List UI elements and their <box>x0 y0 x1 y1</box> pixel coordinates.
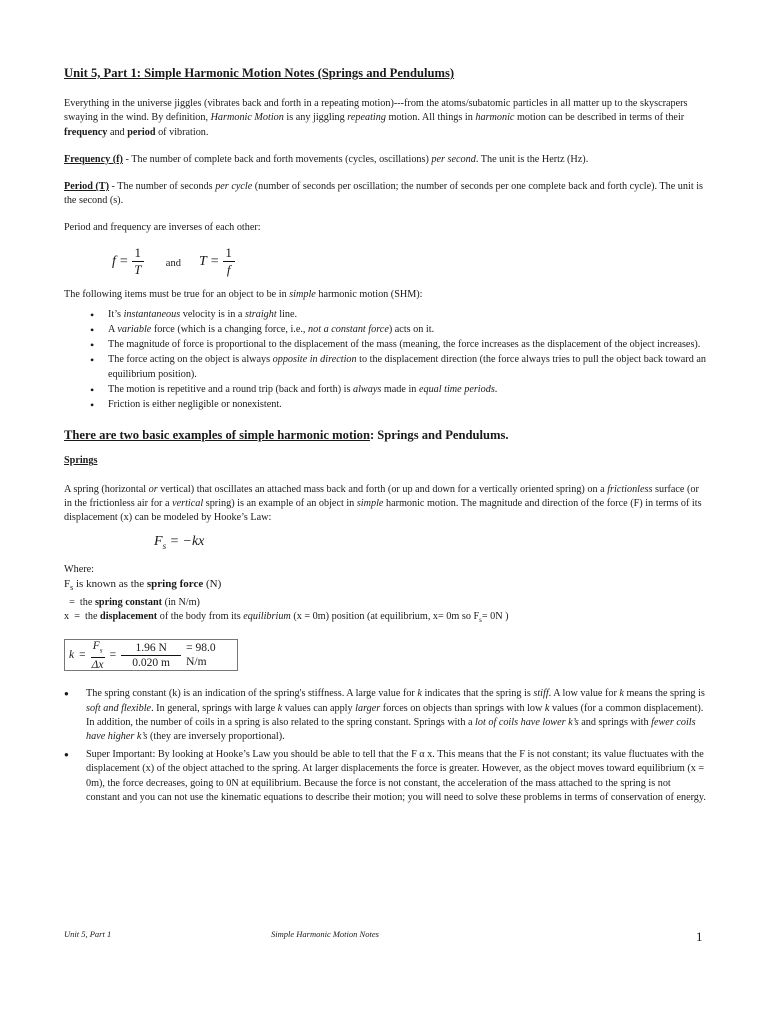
formula-rhs: = −kx <box>166 534 205 550</box>
footer-title: Simple Harmonic Motion Notes <box>271 929 379 939</box>
footer-unit: Unit 5, Part 1 <box>64 929 112 939</box>
inverse-statement: Period and frequency are inverses of each other: <box>64 222 261 234</box>
intro-paragraph <box>64 97 706 140</box>
fraction <box>91 640 105 671</box>
spring-force-definition: $F_s$ is known as the spring force (N) <box>64 578 222 593</box>
numerator: 1.96 N <box>135 641 167 654</box>
formula-equals: = <box>79 649 86 662</box>
numerator: 1 <box>134 245 142 261</box>
definition-text: . The unit is the Hertz (Hz). <box>475 153 589 165</box>
definition-text: - The number of seconds <box>108 181 216 193</box>
displacement-definition: x = the displacement of the body from its equilibrium (x = 0m) position (at equilibrium, x= 0m so $F_s= 0N$ ) <box>64 611 509 625</box>
section-heading-underlined: There are two basic examples of simple harmonic motion <box>64 428 370 443</box>
list-item: ● The spring constant (k) is an indication of the spring's stiffness. A large value for k indicates that the spring is stiff. A low value for k means the spring is soft and flexible. In general, springs with large k values can apply larger forces on objects than springs with low k values (for a common displacement). In addition, the number of coils in a spring is also related to the spring constant. Springs with a lot of coils have lower k’s and springs with fewer coils have higher k’s (they are inversely proportional). <box>86 687 706 744</box>
spring-constant-definition: = the spring constant (in N/m) <box>64 596 200 608</box>
hookes-law-formula <box>154 535 706 555</box>
formula-equals: = <box>210 253 219 269</box>
shm-intro <box>64 288 706 302</box>
calculation-result: = 98.0 N/m <box>186 642 216 669</box>
formula-symbol: F <box>154 534 163 550</box>
shm-text: The following items must be true for an object to be in <box>64 288 290 300</box>
denominator: Δx <box>91 658 104 671</box>
intro-keyword: frequency <box>64 126 108 138</box>
period-term: Period (T) <box>64 181 109 193</box>
intro-text: motion. All things in <box>385 112 476 124</box>
period-formula <box>199 246 235 277</box>
page-title: Unit 5, Part 1: Simple Harmonic Motion Notes (Springs and Pendulums) <box>64 66 455 80</box>
intro-text: of vibration. <box>155 126 209 138</box>
fraction <box>132 246 144 277</box>
formula-equals: = <box>109 649 117 662</box>
page-footer <box>64 929 706 939</box>
section-heading <box>64 428 706 442</box>
fraction <box>223 246 235 277</box>
list-item: • The magnitude of force is proportional to the displacement of the mass (meaning, the force increases as the displacement of the object increases). <box>108 338 706 352</box>
document-page <box>64 66 706 809</box>
frequency-term: Frequency (f) <box>64 153 123 165</box>
formula-symbol: T <box>198 253 207 269</box>
fraction-bar <box>121 655 181 656</box>
period-definition <box>64 180 706 208</box>
shm-text: harmonic motion (SHM): <box>315 288 423 300</box>
spring-constant-calculation <box>64 639 238 671</box>
formula-symbol: k <box>69 649 75 662</box>
shm-emphasis: simple <box>289 288 316 300</box>
spring-notes-list <box>64 687 706 805</box>
numerator: 1 <box>225 245 232 261</box>
where-label: Where: <box>64 564 94 576</box>
list-item: • The force acting on the object is always opposite in direction to the displacement direction (the force always tries to pull the object back toward an equilibrium position). <box>108 353 706 381</box>
definition-text: - The number of complete back and forth movements (cycles, oscillations) <box>122 153 432 165</box>
frequency-definition <box>64 153 706 167</box>
list-item: • The motion is repetitive and a round trip (back and forth) is always made in equal time periods. <box>108 383 706 397</box>
numerator: $F_s$ <box>92 639 103 654</box>
inverse-formulas <box>112 242 706 282</box>
list-item: • Friction is either negligible or nonexistent. <box>108 398 706 412</box>
list-item: ● Super Important: By looking at Hooke’s Law you should be able to tell that the F α x. This means that the F is not constant; its value fluctuates with the displacement (x) of the object attached to the spring. At larger displacements the force is greater. However, as the object moves toward equilibrium (x = 0m), the force decreases, going to 0N at equilibrium. Because the force is not constant, the acceleration of the mass attached to the spring is not constant and you can not use the kinematic equations to describe their motion; you will need to solve these problems in terms of conservation of energy. <box>86 748 706 805</box>
intro-text: is any jiggling <box>283 112 348 124</box>
fraction-bar <box>91 657 105 658</box>
intro-text: and <box>107 126 128 138</box>
denominator: f <box>226 262 231 278</box>
intro-term: repeating <box>347 112 386 124</box>
intro-keyword: period <box>127 126 156 138</box>
definition-text: (number of seconds per oscillation; the number of seconds per one complete back and forth cycle). The unit is the second (s). <box>64 181 703 207</box>
frequency-formula <box>112 246 144 277</box>
intro-term: Harmonic Motion <box>210 112 284 124</box>
page-number: 1 <box>696 929 703 944</box>
intro-term: harmonic <box>475 112 515 124</box>
denominator: T <box>134 262 142 278</box>
springs-paragraph: A spring (horizontal or vertical) that oscillates an attached mass back and forth (or up and down for a vertically oriented spring) on a frictionless surface (or in the frictionless air for a vertical spring) is an example of an object in simple harmonic motion. The magnitude and direction of the force (F) in terms of its displacement (x) can be modeled by Hooke’s Law: <box>64 483 702 524</box>
shm-conditions-list <box>64 308 706 412</box>
list-item: • A variable force (which is a changing force, i.e., not a constant force) acts on it. <box>108 323 706 337</box>
section-heading-rest: : Springs and Pendulums. <box>369 428 509 443</box>
formula-subscript: s <box>162 541 167 552</box>
formula-equals: = <box>119 253 128 269</box>
formula-symbol: f <box>112 253 116 269</box>
springs-heading: Springs <box>64 455 98 467</box>
definition-emphasis: per cycle <box>215 181 253 193</box>
formula-and: and <box>165 257 181 269</box>
list-item: • It’s instantaneous velocity is in a straight line. <box>108 308 706 322</box>
intro-text: motion can be described in terms of their <box>514 112 685 124</box>
intro-text: Everything in the universe jiggles (vibrates back and forth in a repeating motion)---from the atoms/subatomic particles in all matter up to the skyscrapers swaying in the wind. By definition, <box>64 98 688 124</box>
denominator: 0.020 m <box>132 656 170 669</box>
fraction <box>121 642 181 669</box>
definition-emphasis: per second <box>431 153 476 165</box>
